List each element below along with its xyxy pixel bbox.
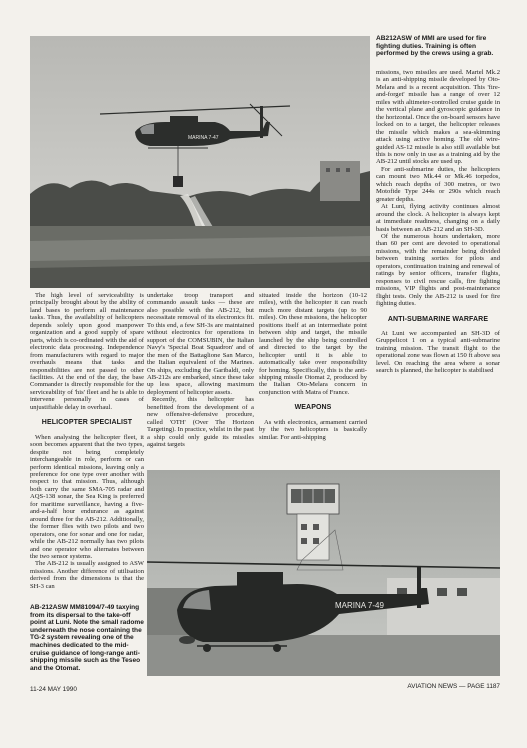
col2-paragraph-1: undertake troop transport and commando assault tasks — these are also possible with the AB-212, but necessitate removal of its electronics fit. To this end, a few SH-3s are maintained without electronics for operations in support of the COMSUBIN, the Italian Navy's 'Special Boat Squadron' and of the men of the Battaglione San Marco, the Italian equivalent of the Marines. On ships, excluding the Garibaldi, only AB-212s are embarked, since these take up less space, allowing maximum deployment of helicopter assets. (147, 292, 254, 396)
col4-paragraph-4: Of the numerous hours undertaken, more than 60 per cent are devoted to operational missions, with the remainder being divided between training sorties for pilots and operators, continuation training and renewal of ratings by senior officers, transfer flights, responses to civil rescue calls, fire fighting missions, VIP flights and post-maintenance flight tests. Only the AB-212 is used for fire fighting duties. (376, 232, 500, 308)
col2-paragraph-2: Recently, this helicopter has benefitted from the development of a new offensive-defensive procedure, called 'OTH' (Over The Horizon Targeting). In practice, whilst in the past a ship could only guide its missiles against targets (147, 396, 254, 449)
col4-paragraph-1: missions, two missiles are used. Martel Mk.2 is an anti-shipping missile developed by Oto-Melara and is a recent acquisition. This 'fire-and-forget' missile has a range of over 12 miles with altimeter-controlled cruise guide in the vertical plane and gyroscopic guidance in the horizontal. Once the on-board sensors have locked on to a target, the helicopter releases the missile which makes a sea-skimming attack using active homing. The old wire-guided AS-12 missile is also still available but this is now only in use as a training aid by the AB-212 until stocks are used up. (376, 69, 500, 166)
col1-paragraph-3: The AB-212 is usually assigned to ASW missions. Another difference of utilisation derived from the dimensions is that the SH-3 can (30, 560, 144, 590)
bottom-photo-marking: MARINA 7-49 (335, 601, 384, 610)
heading-weapons: WEAPONS (294, 404, 332, 412)
col1-paragraph-1: The high level of serviceability is principally brought about by the ability of land bases to perform all maintenance tasks. Thus, the availability of helicopters depends solely upon good manpower organization and a good supply of spare parts, which is co-ordinated with the aid of electronic data processing. Independence from manufacturers with regard to major overhauls means that tasks and responsibilities are not passed to other facilities. At the end of the day, the base Commander is directly responsible for the serviceability of 'his' fleet and he is able to intervene personally in cases of unjustifiable delay in overhaul. (30, 292, 144, 411)
bottom-photo (147, 470, 500, 676)
bottom-photo-image (147, 470, 500, 676)
heading-anti-submarine-warfare: ANTI-SUBMARINE WARFARE (387, 315, 489, 323)
footer-date: 11-24 MAY 1990 (30, 686, 77, 693)
col3-paragraph-1: situated inside the horizon (10-12 miles), with the helicopter it can reach much more distant targets (up to 90 miles). On these missions, the helicopter positions itself at an intermediate point between ship and target, the missile launched by the ship being controlled and directed to the target by the helicopter until it is able to automatically take over responsibility for homing. Specifically, this is the anti-shipping missile Otomat 2, produced by the Italian Oto-Melara concern in conjunction with Matra of France. (259, 292, 367, 396)
column-1 (30, 292, 144, 590)
column-4 (376, 69, 500, 375)
col1-paragraph-2: When analysing the helicopter fleet, it soon becomes apparent that the two types, despite not being completely interchangeable in role, perform or can perform identical missions, leaving only a preference for one type over another with respect to that mission. Thus, although both carry the same SMA-705 radar and AQS-138 sonar, the Sea King is preferred for maritime surveillance, having a five-and-a-half hour endurance as against around three for the AB-212. Additionally, the former flies with two pilots and two operators, one for sonar and one for radar, while the AB-212 normally has two pilots and one operator who alternates between the two sensor systems. (30, 433, 144, 560)
col4-paragraph-3: At Luni, flying activity continues almost around the clock. A helicopter is always kept at immediate readiness, changing on a daily basis between an AB-212 and an SH-3D. (376, 203, 500, 233)
footer-page: AVIATION NEWS — PAGE 1187 (407, 683, 500, 690)
col3-paragraph-2: As with electronics, armament carried by the two helicopters is basically similar. For anti-shipping (259, 418, 367, 441)
column-3 (259, 292, 367, 441)
top-photo (30, 36, 370, 288)
top-photo-marking: MARINA 7-47 (188, 135, 219, 141)
heading-helicopter-specialist: HELICOPTER SPECIALIST (41, 419, 133, 427)
caption-top: AB212ASW of MMI are used for fire fighting duties. Training is often performed by the crews using a grab. (376, 35, 494, 58)
col4-paragraph-2: For anti-submarine duties, the helicopters can mount two Mk.44 or Mk.46 torpedos, which reach depths of 300 metres, or two Motofide Type 244s or 290s which reach greater depths. (376, 165, 500, 203)
col4-paragraph-5: At Luni we accompanied an SH-3D of Gruppelicot 1 on a typical anti-submarine training mission. The transit flight to the operational zone was flown at 150 ft above sea level. On reaching the area where a sonar search is planned, the helicopter is stabilised (376, 329, 500, 375)
column-2 (147, 292, 254, 449)
top-photo-image (30, 36, 370, 288)
caption-bottom: AB-212ASW MM81094/7-49 taxying from its dispersal to the take-off point at Luni. Note the small radome underneath the nose containing the TG-2 system revealing one of the machines dedicated to the mid-cruise guidance of long-range anti-shipping missile such as the Teseo and the Otomat. (30, 604, 144, 672)
